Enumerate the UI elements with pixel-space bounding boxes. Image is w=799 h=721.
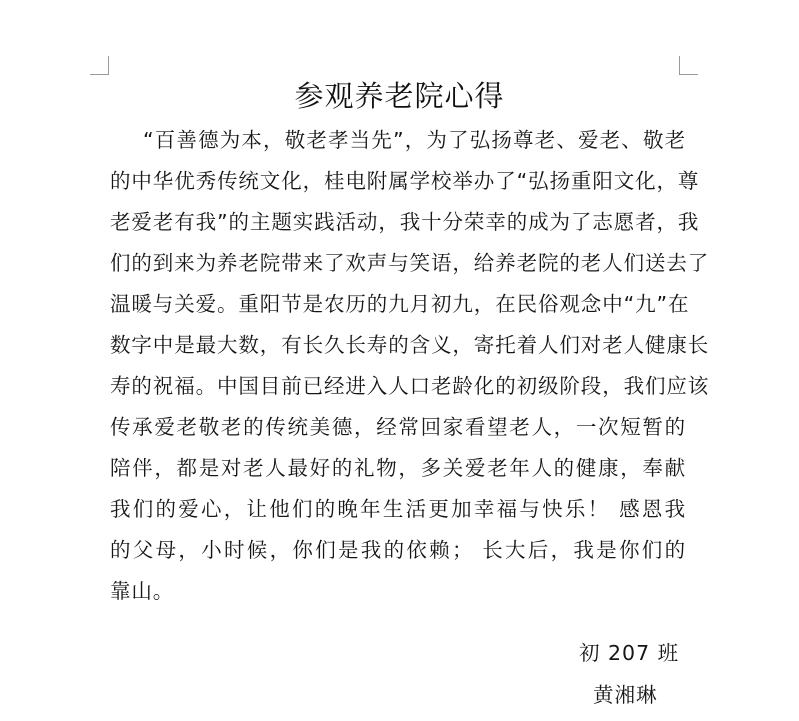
body-line: 我们的爱心，让他们的晚年生活更加幸福与快乐！ 感恩我 — [110, 497, 686, 521]
body-line: 数字中是最大数，有长久长寿的含义，寄托着人们对老人健康长 — [110, 333, 710, 357]
body-line: 的中华优秀传统文化，桂电附属学校举办了“弘扬重阳文化，尊 — [110, 169, 700, 193]
signature-name: 黄湘琳 — [593, 683, 658, 707]
body-line: 的父母，小时候，你们是我的依赖； 长大后，我是你们的 — [110, 538, 686, 562]
body-line: 老爱老有我”的主题实践活动，我十分荣幸的成为了志愿者，我 — [110, 210, 700, 234]
body-line: 靠山。 — [110, 579, 175, 603]
body-line: 温暖与关爱。重阳节是农历的九月初九，在民俗观念中“九”在 — [110, 292, 690, 316]
body-line: 传承爱老敬老的传统美德，经常回家看望老人，一次短暂的 — [110, 415, 686, 439]
body-line: “百善德为本，敬老孝当先”，为了弘扬尊老、爱老、敬老 — [143, 128, 686, 152]
signature-class: 初 207 班 — [579, 641, 680, 665]
top-left-margin-mark — [90, 56, 109, 75]
top-right-margin-mark — [679, 56, 698, 75]
body-line: 寿的祝福。中国目前已经进入人口老龄化的初级阶段，我们应该 — [110, 374, 710, 398]
body-line: 们的到来为养老院带来了欢声与笑语，给养老院的老人们送去了 — [110, 251, 710, 275]
body-line: 陪伴，都是对老人最好的礼物，多关爱老年人的健康，奉献 — [110, 456, 686, 480]
document-body — [110, 120, 710, 612]
document-title: 参观养老院心得 — [294, 79, 505, 113]
